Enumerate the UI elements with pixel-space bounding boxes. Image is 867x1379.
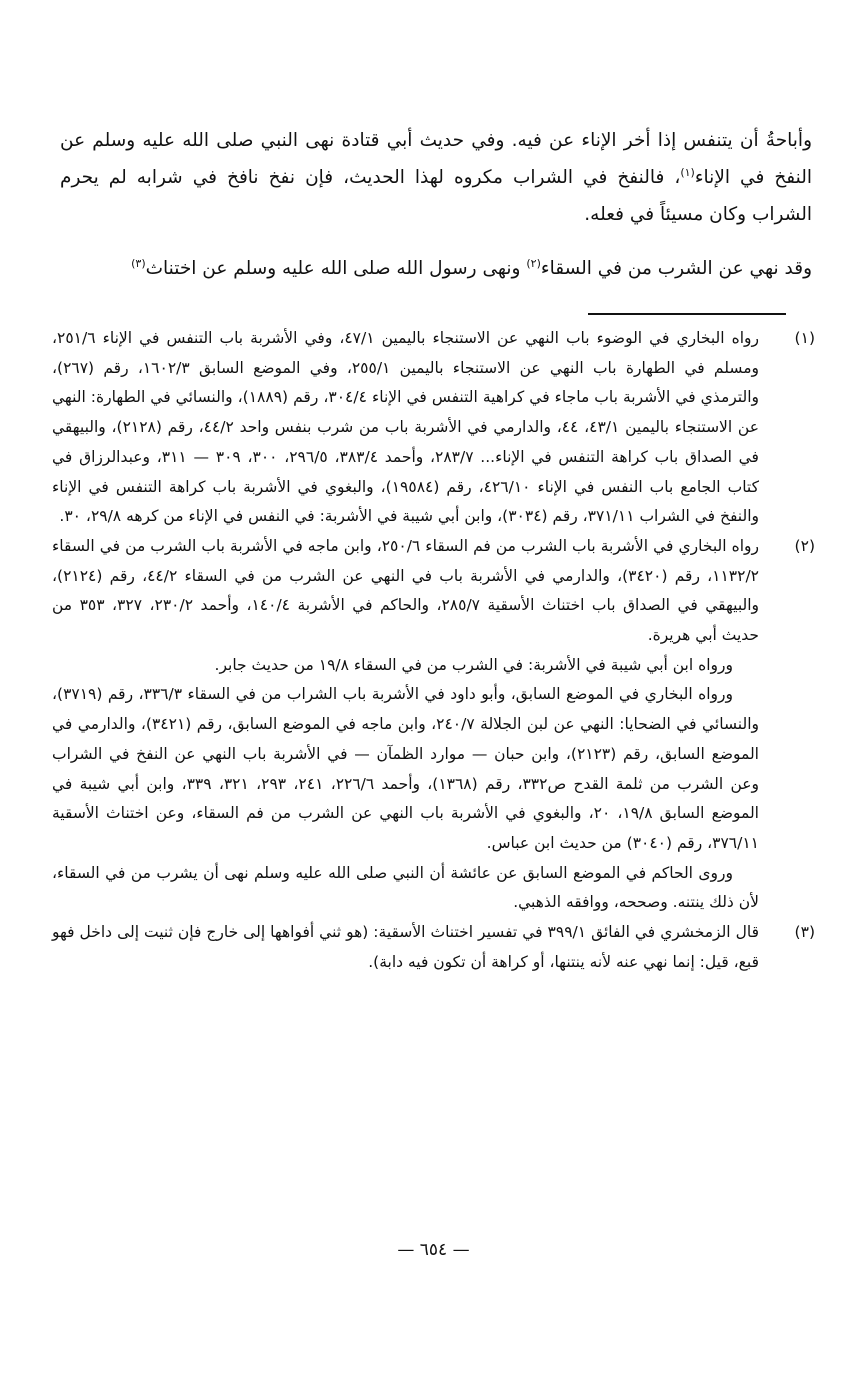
footnote-1 bbox=[52, 324, 815, 532]
continuation-text-1: وقد نهي عن الشرب من في السقاء bbox=[540, 258, 812, 279]
footnote-paragraph: وروى الحاكم في الموضع السابق عن عائشة أن النبي صلى الله عليه وسلم نهى أن يشرب من في السقاء، لأن ذلك ينتنه. وصححه، ووافقه الذهبي. bbox=[52, 863, 759, 912]
footnote-ref-1[interactable]: (١) bbox=[680, 165, 695, 179]
footnote-3 bbox=[52, 918, 815, 977]
main-text-part-2: ، فالنفخ في الشراب مكروه لهذا الحديث، فإن نفخ نافخ في شرابه لم يحرم الشراب وكان مسيئاً في فعله. bbox=[60, 167, 812, 225]
main-text-part-1: وأباحةُ أن يتنفس إذا أخر الإناء عن فيه. وفي حديث أبي قتادة نهى النبي صلى الله عليه وسلم عن النفخ في الإناء bbox=[60, 130, 813, 188]
continuation-text-2: ونهى رسول الله صلى الله عليه وسلم عن اختناث bbox=[145, 258, 527, 279]
footnote-ref-3[interactable]: (٣) bbox=[131, 256, 146, 270]
footnote-2 bbox=[52, 532, 815, 918]
footnote-paragraph: رواه البخاري في الأشربة باب الشرب من فم السقاء ٢٥٠/٦، وابن ماجه في الأشربة باب الشرب من في السقاء ١١٣٢/٢، رقم (٣٤٢٠)، والدارمي في الأشربة باب في النهي عن الشرب من في السقاء ٤٤/٢، رقم (٢١٢٤)، والبيهقي في الصداق باب اختناث الأسقية ٢٨٥/٧، والحاكم في الأشربة ١٤٠/٤، وأحمد ٢٣٠/٢، ٣٢٧، ٣٥٣ من حديث أبي هريرة. bbox=[52, 536, 760, 645]
footnote-paragraph: رواه البخاري في الوضوء باب النهي عن الاستنجاء باليمين ٤٧/١، وفي الأشربة باب التنفس في الإناء ٢٥١/٦، ومسلم في الطهارة باب النهي عن الاستنجاء باليمين ٢٥٥/١، وفي الموضع السابق ١٦٠٢/٣، رقم (٢٦٧)، والترمذي في الأشربة باب ماجاء في كراهية التنفس في الإناء ٣٠٤/٤، رقم (١٨٨٩)، والنسائي في الطهارة: النهي عن الاستنجاء باليمين ٤٣/١، ٤٤، والدارمي في الأشربة باب من شرب بنفس واحد ٤٤/٢، رقم (٢١٢٨)، والبيهقي في الصداق باب كراهة التنفس في الإناء... ٢٨٣/٧، وأحمد ٣٨٣/٤، ٢٩٦/٥، ٣٠٠، ٣٠٩ — ٣١١، وعبدالرزاق في كتاب الجامع باب النفس في الإناء ٤٢٦/١٠، رقم (١٩٥٨٤)، والبغوي في الأشربة باب كراهة التنفس في الإناء والنفخ في الشراب ٣٧١/١١، رقم (٣٠٣٤)، وابن أبي شيبة في الأشربة: في النفس في الإناء من كرهه ٢٩/٨، ٣٠. bbox=[52, 329, 759, 526]
footnote-paragraph: ورواه البخاري في الموضع السابق، وأبو داود في الأشربة باب الشراب من في السقاء ٣٣٦/٣، رقم (٣٧١٩)، والنسائي في الضحايا: النهي عن لبن الجلالة ٢٤٠/٧، وابن ماجه في الموضع السابق، رقم (٣٤٢١)، والدارمي في الموضع السابق، رقم (٢١٢٣)، وابن حبان — موارد الظمآن — في الأشربة باب النهي عن النفخ في الشراب وعن الشرب من ثلمة القدح ص٣٣٢، رقم (١٣٦٨)، وأحمد ٢٢٦/٦، ٢٤١، ٢٩٣، ٣٢١، ٣٣٩، وابن أبي شيبة في الموضع السابق ١٩/٨، ٢٠، والبغوي في الأشربة باب النهي عن الشرب من فم السقاء، وعن اختناث الأسقية ٣٧٦/١١، رقم (٣٠٤٠) من حديث ابن عباس. bbox=[52, 685, 759, 852]
footnote-number: (١) bbox=[794, 329, 815, 347]
footnote-paragraph: ورواه ابن أبي شيبة في الأشربة: في الشرب من في السقاء ١٩/٨ من حديث جابر. bbox=[214, 655, 733, 674]
footnote-paragraph: قال الزمخشري في الفائق ٣٩٩/١ في تفسير اختناث الأسقية: (هو ثني أفواهها إلى خارج فإن ثنيت إلى داخل فهو قبع، قيل: إنما نهي عنه لأنه ينتنها، أو كراهة أن تكون فيه دابة). bbox=[52, 923, 759, 971]
footnote-number: (٢) bbox=[794, 536, 815, 555]
continuation-line bbox=[60, 252, 812, 286]
footnote-separator bbox=[588, 313, 786, 315]
page-number: — ٦٥٤ — bbox=[397, 1240, 470, 1260]
footnote-ref-2[interactable]: (٢) bbox=[526, 256, 541, 270]
main-paragraph bbox=[60, 122, 812, 233]
footnote-number: (٣) bbox=[794, 923, 815, 942]
footnotes-section bbox=[52, 324, 815, 977]
